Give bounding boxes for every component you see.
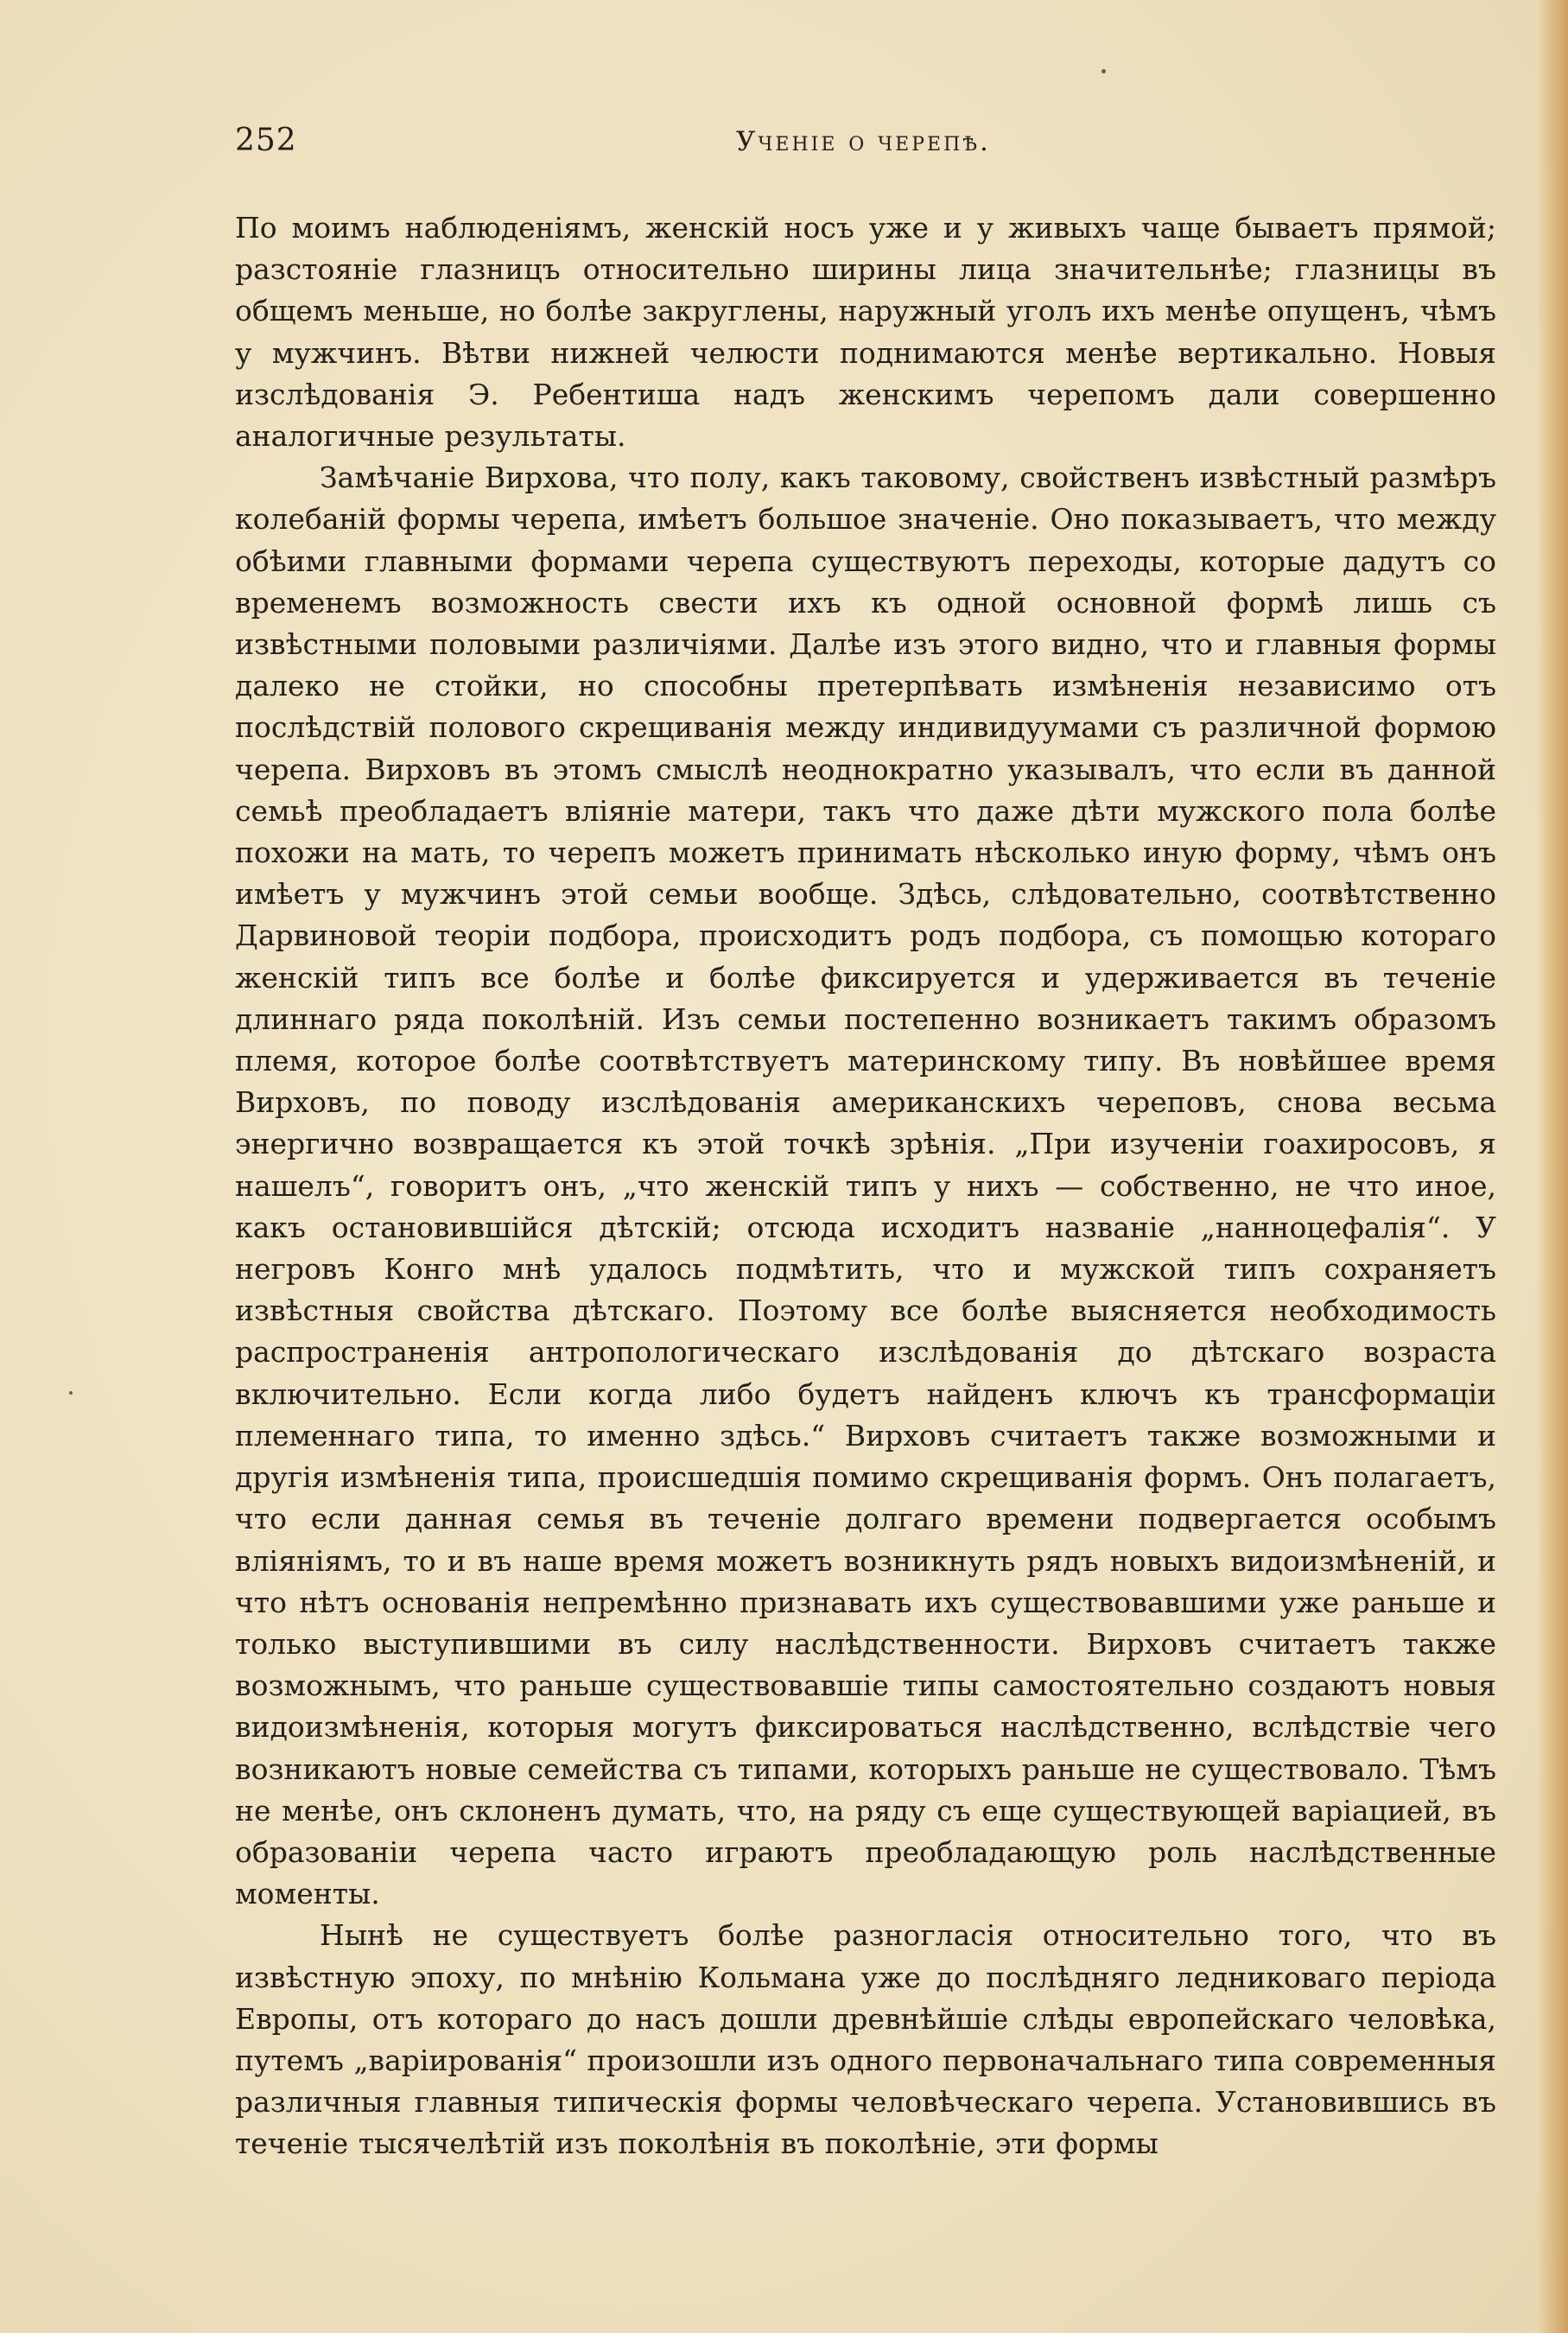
ink-speck [1101,69,1106,73]
running-title: Ученіе о черепѣ. [736,126,991,157]
paragraph-2: Замѣчаніе Вирхова, что полу, какъ таковому, свойственъ извѣстный размѣръ колебаній формы черепа, имѣетъ большое значеніе. Оно показываетъ, что между обѣими главными формами черепа существуютъ переходы, которые дадутъ со временемъ возможность свести ихъ къ одной основной формѣ лишь съ извѣстными половыми различіями. Далѣе изъ этого видно, что и главныя формы далеко не стойки, но способны претерпѣвать измѣненія независимо отъ послѣдствій полового скрещиванія между индивидуумами съ различной формою черепа. Вирховъ въ этомъ смыслѣ неоднократно указывалъ, что если въ данной семьѣ преобладаетъ вліяніе матери, такъ что даже дѣти мужского пола болѣе похожи на мать, то черепъ можетъ принимать нѣсколько иную форму, чѣмъ онъ имѣетъ у мужчинъ этой семьи вообще. Здѣсь, слѣдовательно, соотвѣтственно Дарвиновой теоріи подбора, происходитъ родъ подбора, съ помощью котораго женскій типъ все болѣе и болѣе фиксируется и удерживается въ теченіе длиннаго ряда поколѣній. Изъ семьи постепенно возникаетъ такимъ образомъ племя, которое болѣе соотвѣтствуетъ материнскому типу. Въ новѣйшее время Вирховъ, по поводу изслѣдованія американскихъ череповъ, снова весьма энергично возвращается къ этой точкѣ зрѣнія. „При изученіи гоахиросовъ, я нашелъ“, говоритъ онъ, „что женскій типъ у нихъ — собственно, не что иное, какъ остановившійся дѣтскій; отсюда исходитъ названіе „нанноцефалія“. У негровъ Конго мнѣ удалось подмѣтить, что и мужской типъ сохраняетъ извѣстныя свойства дѣтскаго. Поэтому все болѣе выясняется необходимость распространенія антропологическаго изслѣдованія до дѣтскаго возраста включительно. Если когда либо будетъ найденъ ключъ къ трансформаціи племеннаго типа, то именно здѣсь.“ Вирховъ считаетъ также возможными и другія измѣненія типа, происшедшія помимо скрещиванія формъ. Онъ полагаетъ, что если данная семья въ теченіе долгаго времени подвергается особымъ вліяніямъ, то и въ наше время можетъ возникнуть рядъ новыхъ видоизмѣненій, и что нѣтъ основанія непремѣнно признавать ихъ существовавшими уже раньше и только выступившими въ силу наслѣдственности. Вирховъ считаетъ также возможнымъ, что раньше существовавшіе типы самостоятельно создаютъ новыя видоизмѣненія, которыя могутъ фиксироваться наслѣдственно, вслѣдствіе чего возникаютъ новые семейства съ типами, которыхъ раньше не существовало. Тѣмъ не менѣе, онъ склоненъ думать, что, на ряду съ еще существующей варіацией, въ образованіи черепа часто играютъ преобладающую роль наслѣдственные моменты. [235,461,1496,1911]
body-text [235,207,1496,2165]
paragraph-1: По моимъ наблюденіямъ, женскій носъ уже и у живыхъ чаще бываетъ прямой; разстояніе глазницъ относительно ширины лица значительнѣе; глазницы въ общемъ меньше, но болѣе закруглены, наружный уголъ ихъ менѣе опущенъ, чѣмъ у мужчинъ. Вѣтви нижней челюсти поднимаются менѣе вертикально. Новыя изслѣдованія Э. Ребентиша надъ женскимъ черепомъ дали совершенно аналогичные результаты. [235,211,1496,454]
page-number: 252 [235,123,297,158]
page-edge-shading [1537,0,1568,2333]
ink-speck [69,1391,73,1395]
paragraph-3: Нынѣ не существуетъ болѣе разногласія относительно того, что въ извѣстную эпоху, по мнѣнію Кольмана уже до послѣдняго ледниковаго періода Европы, отъ котораго до насъ дошли древнѣйшіе слѣды европейскаго человѣка, путемъ „варіированія“ произошли изъ одного первоначальнаго типа современныя различныя главныя типическія формы человѣческаго черепа. Установившись въ теченіе тысячелѣтій изъ поколѣнія въ поколѣніе, эти формы [235,1918,1496,2161]
page-header [235,123,1496,166]
